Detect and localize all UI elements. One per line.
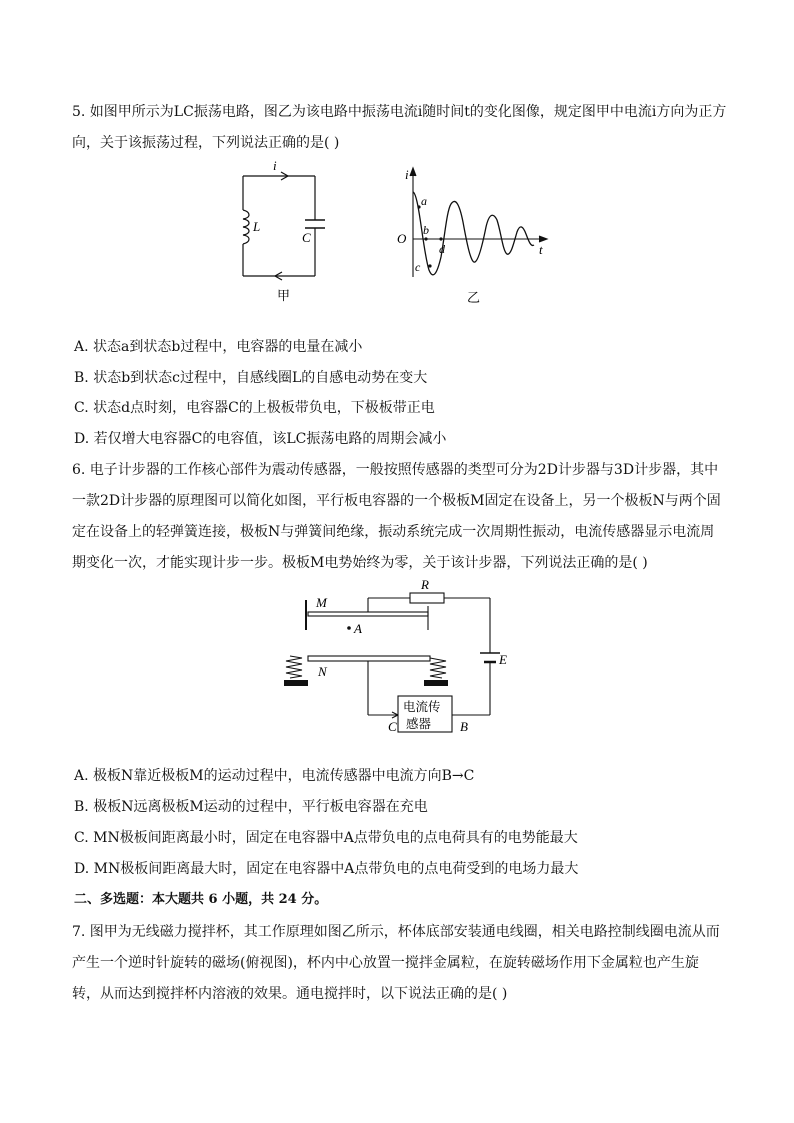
resistor-label: R bbox=[421, 578, 429, 592]
sensor-label-line2: 感器 bbox=[406, 716, 432, 731]
q7-stem-line-2: 产生一个逆时针旋转的磁场(俯视图)，杯内中心放置一搅拌金属粒，在旋转磁场作用下金属粒也产生旋 bbox=[72, 955, 699, 971]
damped-oscillation-graph bbox=[393, 162, 563, 312]
terminal-c-label: C bbox=[388, 719, 397, 734]
oscillation-curve bbox=[413, 192, 534, 275]
q6-option-a: A. 极板N靠近极板M的运动过程中，电流传感器中电流方向B→C bbox=[74, 768, 475, 784]
figure-yi-caption: 乙 bbox=[467, 291, 481, 306]
terminal-b-label: B bbox=[460, 719, 468, 734]
q6-option-d: D. MN极板间距离最大时，固定在电容器中A点带负电的点电荷受到的电场力最大 bbox=[74, 861, 579, 877]
current-label: i bbox=[273, 158, 277, 173]
point-c-marker bbox=[428, 264, 431, 267]
q7-stem-line-3: 转，从而达到搅拌杯内溶液的效果。通电搅拌时，以下说法正确的是( ) bbox=[72, 986, 508, 1002]
capacitor-label: C bbox=[302, 230, 311, 245]
point-a-marker bbox=[347, 626, 351, 630]
q7-stem-line-1: 7. 图甲为无线磁力搅拌杯，其工作原理如图乙所示，杯体底部安装通电线圈，相关电路控制线圈电流从而 bbox=[72, 924, 720, 940]
graph-y-label: i bbox=[405, 167, 409, 182]
sensor-label-line1: 电流传 bbox=[403, 699, 441, 714]
q6-option-b: B. 极板N远离极板M运动的过程中，平行板电容器在充电 bbox=[74, 799, 428, 815]
q5-option-b: B. 状态b到状态c过程中，自感线圈L的自感电动势在变大 bbox=[74, 370, 428, 386]
plate-m-label: M bbox=[316, 595, 327, 610]
q5-option-a: A. 状态a到状态b过程中，电容器的电量在减小 bbox=[74, 339, 363, 355]
figure-jia-caption: 甲 bbox=[277, 289, 291, 304]
graph-origin-label: O bbox=[397, 231, 407, 246]
point-a-label: a bbox=[421, 194, 427, 208]
q6-stem-line-4: 期变化一次，才能实现计步一步。极板M电势始终为零，关于该计步器，下列说法正确的是( ) bbox=[72, 555, 648, 571]
battery-label: E bbox=[499, 652, 507, 667]
lc-circuit-figure bbox=[230, 158, 340, 308]
point-b-marker bbox=[424, 237, 427, 240]
point-c-label: c bbox=[415, 260, 421, 274]
left-spring-base bbox=[284, 680, 308, 686]
q5-stem-line-1: 5. 如图甲所示为LC振荡电路，图乙为该电路中振荡电流i随时间t的变化图像，规定图甲中电流i方向为正方 bbox=[72, 104, 727, 120]
inductor-label: L bbox=[253, 219, 261, 234]
point-d-marker bbox=[439, 237, 442, 240]
point-b-label: b bbox=[423, 223, 429, 237]
q6-stem-line-3: 定在设备上的轻弹簧连接，极板N与弹簧间绝缘，振动系统完成一次周期性振动，电流传感器显示电流周 bbox=[72, 524, 715, 540]
q6-stem-line-1: 6. 电子计步器的工作核心部件为震动传感器，一般按照传感器的类型可分为2D计步器与3D计步器，其中 bbox=[72, 462, 719, 478]
q5-option-c: C. 状态d点时刻，电容器C的上极板带负电，下极板带正电 bbox=[74, 400, 435, 416]
point-a-label: A bbox=[354, 621, 362, 636]
graph-x-label: t bbox=[539, 242, 543, 257]
q6-option-c: C. MN极板间距离最小时，固定在电容器中A点带负电的点电荷具有的电势能最大 bbox=[74, 830, 578, 846]
plate-n-label: N bbox=[318, 664, 327, 679]
q5-option-d: D. 若仅增大电容器C的电容值，该LC振荡电路的周期会减小 bbox=[74, 431, 447, 447]
point-d-label: d bbox=[439, 242, 445, 256]
q5-stem-line-2: 向，关于该振荡过程，下列说法正确的是( ) bbox=[72, 135, 340, 151]
pedometer-circuit-figure bbox=[280, 578, 520, 740]
right-spring-base bbox=[424, 680, 448, 686]
section-2-heading: 二、多选题：本大题共 6 小题，共 24 分。 bbox=[74, 892, 328, 907]
q6-stem-line-2: 一款2D计步器的原理图可以简化如图，平行板电容器的一个极板M固定在设备上，另一个极板N与两个固 bbox=[72, 493, 721, 509]
